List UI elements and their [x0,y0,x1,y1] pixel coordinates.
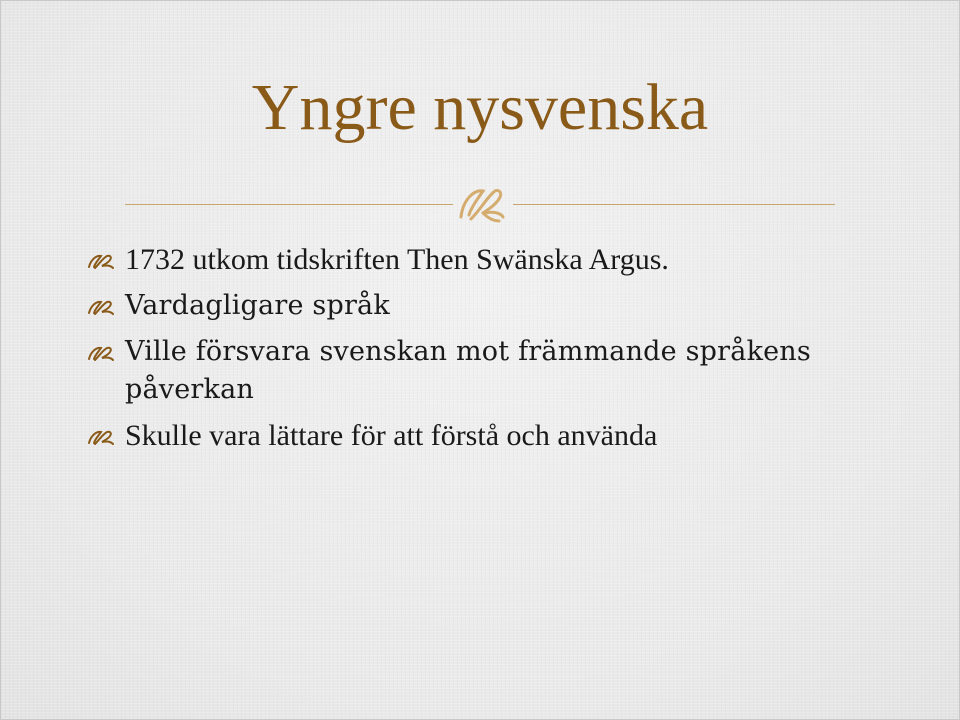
bullet-item [81,241,861,279]
title-divider-left [125,204,453,205]
bullet-item [81,287,861,325]
slide-title: Yngre nysvenska [251,71,709,144]
bullet-text: Vardagligare språk [125,290,390,321]
flourish-bullet-icon [87,343,117,363]
bullet-text: 1732 utkom tidskriften Then Swänska Argus. [125,243,669,276]
bullet-item [81,333,861,409]
bullet-list [81,241,861,463]
title-divider-right [513,204,835,205]
bullet-text: Ville försvara svenskan mot främmande språkens påverkan [125,336,811,405]
script-flourish-icon [453,179,513,227]
flourish-bullet-icon [87,297,117,317]
bullet-item [81,417,861,455]
flourish-bullet-icon [87,251,117,271]
bullet-text: Skulle vara lättare för att förstå och använda [125,419,658,452]
flourish-bullet-icon [87,427,117,447]
